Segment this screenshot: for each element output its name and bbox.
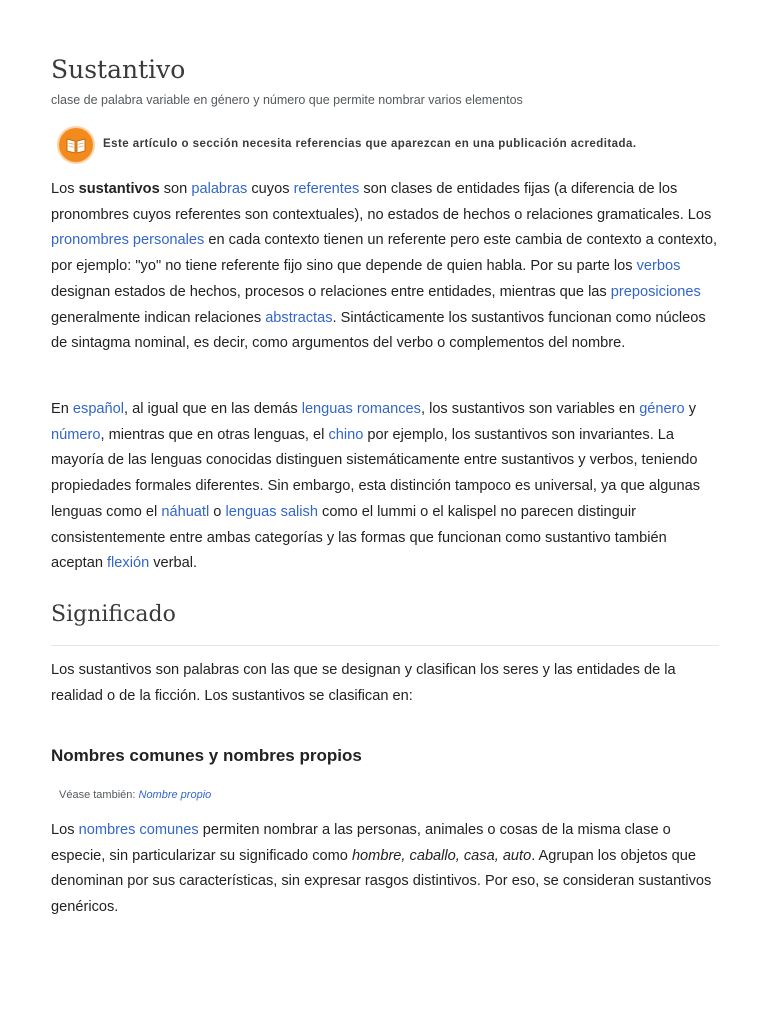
text-run: verbal. bbox=[149, 555, 198, 572]
text-run: designan estados de hechos, procesos o relaciones entre entidades, mientras que las bbox=[51, 283, 611, 300]
link-genero[interactable]: género bbox=[639, 401, 685, 417]
link-espanol[interactable]: español bbox=[72, 401, 125, 417]
notice-text: Este artículo o sección necesita referencias que aparezcan en una publicación acreditada. bbox=[103, 138, 637, 150]
text-run: o bbox=[209, 503, 226, 520]
text-run: son clases de entidades fijas (a diferencia de los pronombres cuyos referentes son contextuales), no estados de hechos o relaciones gramaticales. Los bbox=[51, 181, 712, 223]
text-run: , mientras que en otras lenguas, el bbox=[100, 426, 329, 443]
significado-paragraph-1: Los sustantivos son palabras con las que se designan y clasifican los seres y las entidades de la realidad o de la ficción. Los sustantivos se clasifican en: bbox=[51, 662, 676, 704]
notice-badge bbox=[59, 128, 93, 162]
text-run: en cada contexto tienen un referente pero este cambia de contexto a contexto, por ejemplo: "yo" no tiene referente fijo sino que depende de quien habla. Por su parte los bbox=[51, 232, 718, 275]
link-lenguas-romances[interactable]: lenguas romances bbox=[301, 401, 421, 417]
book-icon bbox=[65, 135, 87, 155]
see-also-note bbox=[59, 789, 211, 801]
text-run: Los bbox=[51, 822, 79, 838]
link-nombres-comunes[interactable]: nombres comunes bbox=[78, 822, 199, 838]
intro-paragraph-2 bbox=[51, 397, 719, 577]
link-pronombres-personales[interactable]: pronombres personales bbox=[51, 232, 205, 249]
link-numero[interactable]: número bbox=[51, 426, 101, 443]
text-run: y bbox=[684, 401, 696, 417]
link-chino[interactable]: chino bbox=[328, 426, 364, 443]
link-preposiciones[interactable]: preposiciones bbox=[610, 283, 701, 300]
text-run: como el lummi o el kalispel no parecen distinguir consistentemente entre ambas categorías y las formas que funcionan como sustantivo también aceptan bbox=[51, 503, 667, 572]
link-lenguas-salish[interactable]: lenguas salish bbox=[225, 503, 318, 520]
section-heading-significado: Significado bbox=[51, 602, 176, 627]
link-verbos[interactable]: verbos bbox=[636, 258, 681, 275]
italic-examples: hombre, caballo, casa, auto bbox=[351, 847, 532, 864]
link-flexion[interactable]: flexión bbox=[107, 555, 150, 572]
significado-paragraph-2 bbox=[51, 818, 719, 921]
link-abstractas[interactable]: abstractas bbox=[265, 309, 333, 326]
intro-paragraph-1 bbox=[51, 177, 719, 357]
page-subtitle: clase de palabra variable en género y número que permite nombrar varios elementos bbox=[51, 93, 523, 107]
see-also-label: Véase también: bbox=[59, 789, 139, 801]
text-run: , los sustantivos son variables en bbox=[420, 401, 640, 417]
text-run: generalmente indican relaciones bbox=[51, 309, 266, 326]
text-run: cuyos bbox=[247, 181, 294, 197]
link-nombre-propio[interactable]: Nombre propio bbox=[138, 789, 212, 801]
link-referentes[interactable]: referentes bbox=[293, 181, 360, 197]
text-run: . Sintácticamente los sustantivos funcionan como núcleos de sintagma nominal, es decir, como argumentos del verbo o complementos del nombre. bbox=[51, 309, 706, 352]
section-divider bbox=[51, 645, 719, 646]
page-title: Sustantivo bbox=[51, 55, 186, 84]
text-run: , al igual que en las demás bbox=[124, 401, 302, 417]
text-run: por ejemplo, los sustantivos son invariantes. La mayoría de las lenguas conocidas distinguen sistemáticamente entre sustantivos y verbos, teniendo propiedades formales diferentes. Sin embargo, esta distinción tampoco es universal, ya que algunas lenguas como el bbox=[51, 426, 700, 520]
link-palabras[interactable]: palabras bbox=[191, 181, 248, 197]
text-run: . Agrupan los objetos que denominan por sus características, sin expresar rasgos distintivos. Por eso, se consideran sustantivos genéricos. bbox=[51, 847, 712, 916]
text-run: Los bbox=[51, 181, 79, 197]
bold-term: sustantivos bbox=[78, 181, 160, 197]
references-notice bbox=[59, 128, 709, 164]
text-run: son bbox=[159, 181, 192, 197]
subsection-heading-nombres: Nombres comunes y nombres propios bbox=[51, 746, 362, 765]
link-nahuatl[interactable]: náhuatl bbox=[161, 503, 210, 520]
text-run: En bbox=[51, 401, 73, 417]
text-run: permiten nombrar a las personas, animales o cosas de la misma clase o especie, sin particularizar su significado como bbox=[51, 822, 671, 864]
